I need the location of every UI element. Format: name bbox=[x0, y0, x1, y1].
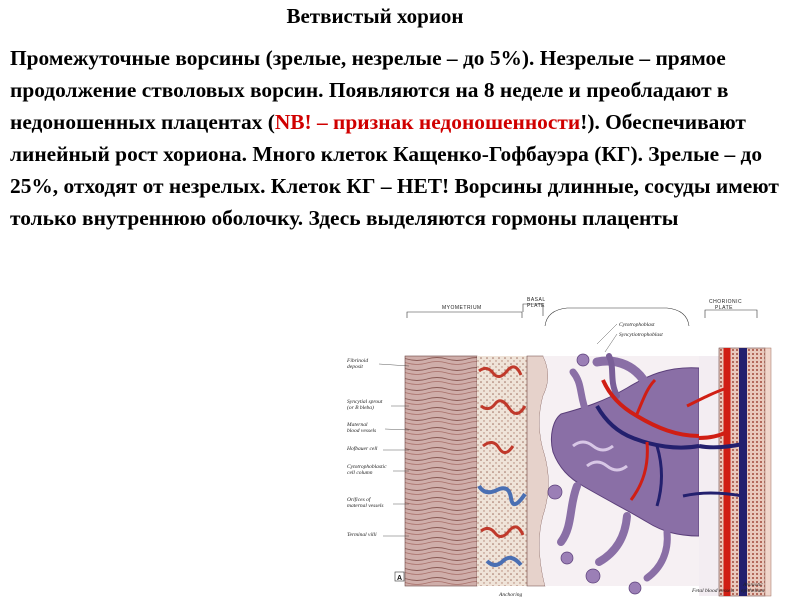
slide-body-text bbox=[10, 42, 785, 234]
hofbauer-label: Hofbauer cell bbox=[347, 446, 378, 452]
fibrinoid-label-line2: deposit bbox=[347, 364, 363, 370]
body-text-part2: !). Обеспечивают линейный рост хориона. Много клеток Кащенко-Гофбауэра (КГ). Зрелые – до 25%, отходят от незрелых. Клеток КГ – НЕТ! Ворсины длинные, сосуды имеют только внутреннюю оболочку. Здесь выделяются гормоны плаценты bbox=[10, 110, 779, 230]
body-text-part1: Промежуточные ворсины (зрелые, незрелые – до 5%). Незрелые – прямое продолжение стволовых ворсин. Появляются на 8 неделе и преобладают в недоношенных плацентах ( bbox=[10, 46, 729, 134]
basal-plate-label-line1: BASAL bbox=[527, 297, 546, 303]
fetal-vessels-label: Fetal blood vessels bbox=[692, 588, 735, 594]
slide-title: Ветвистый хорион bbox=[286, 4, 464, 28]
fibrinoid-label-line1: Fibrinoid bbox=[347, 358, 369, 364]
terminal-villi-label: Terminal villi bbox=[347, 532, 377, 538]
anchoring-label: Anchoring bbox=[499, 592, 523, 598]
cytotrophoblast-label: Cytotrophoblast bbox=[619, 322, 655, 328]
syncytial-label-line1: Syncytial sprout bbox=[347, 399, 383, 405]
chorionic-plate-label-line2: PLATE bbox=[715, 305, 733, 311]
cytotrophoblastic-label-line2: cell column bbox=[347, 470, 373, 476]
cytotrophoblastic-label-line1: Cytotrophoblastic bbox=[347, 464, 387, 470]
maternal-vessels-label-line2: blood vessels bbox=[347, 428, 377, 434]
panel-letter: A bbox=[397, 575, 403, 582]
nb-highlight: NB! – признак недоношенности bbox=[274, 110, 581, 134]
orifices-label-line1: Orifices of bbox=[347, 497, 371, 503]
orifices-label-line2: maternal vessels bbox=[347, 503, 384, 509]
basal-plate-label-line2: PLATE bbox=[527, 303, 545, 309]
placenta-illustration bbox=[347, 296, 777, 600]
maternal-vessels-label-line1: Maternal bbox=[347, 422, 368, 428]
syncytial-label-line2: (or B bleba) bbox=[347, 405, 374, 411]
myometrium-label: MYOMETRIUM bbox=[442, 305, 482, 311]
chorionic-plate-label-line1: CHORIONIC bbox=[709, 299, 743, 305]
amniotic-label-line2: epithelium bbox=[741, 588, 765, 594]
syncytiotrophoblast-label: Syncytiotrophoblast bbox=[619, 332, 663, 338]
amniotic-label-line1: Amniotic bbox=[743, 582, 763, 588]
